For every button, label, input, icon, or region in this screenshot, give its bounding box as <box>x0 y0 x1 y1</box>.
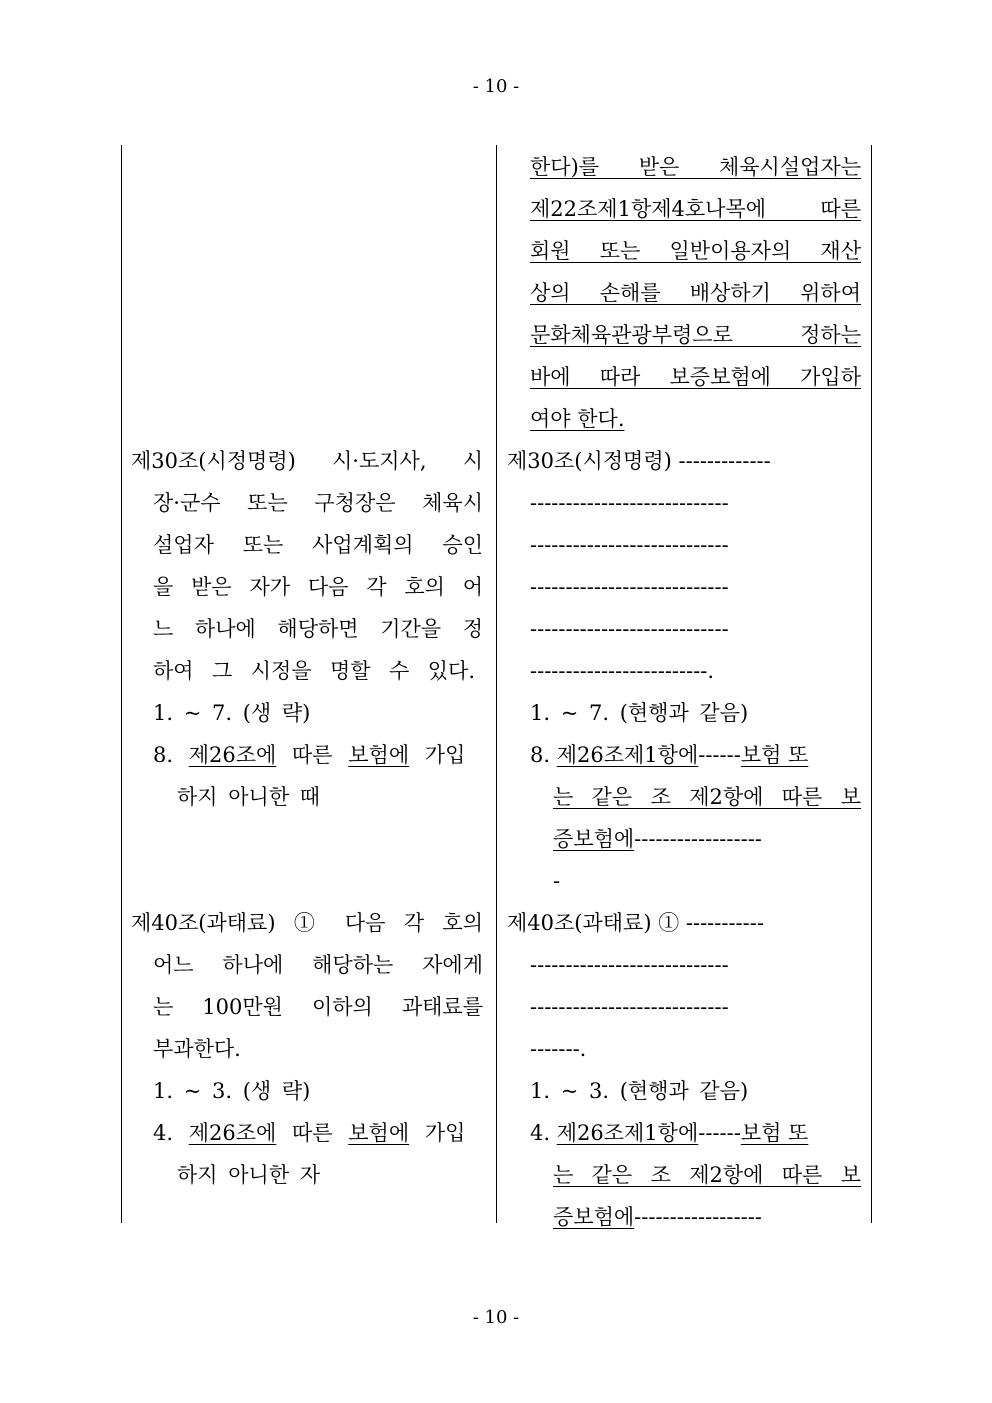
dash-text: ------------------ <box>634 827 762 851</box>
item-text: 가입 <box>409 1121 466 1145</box>
art30-left-item-1-7: 1. ~ 7. (생 략) <box>153 701 311 725</box>
art30-left-line: 느 하나에 해당하면 기간을 정 <box>153 617 483 641</box>
underlined-text: 보험 또 <box>740 1121 809 1145</box>
art40-left-line: 어느 하나에 해당하는 자에게 <box>153 953 483 977</box>
underlined-text: 제26조제1항에 <box>556 743 699 767</box>
art40-right-item-4-cont <box>553 1204 762 1230</box>
art40-right-item-4 <box>530 1120 808 1146</box>
item-text: 따른 <box>276 743 349 767</box>
page-number-bottom: - 10 - <box>472 1307 520 1328</box>
item-number: 4. <box>153 1121 189 1145</box>
art30-left-line: 제30조(시정명령) 시·도지사, 시 <box>131 449 483 473</box>
underlined-text: 증보험에 <box>553 827 635 851</box>
art40-right-dash-line: ---------------------------- <box>530 995 729 1019</box>
right-continuation-line: 한다)를 받은 체육시설업자는 <box>530 155 861 179</box>
art30-right-heading: 제30조(시정명령) ------------- <box>507 449 771 473</box>
right-continuation-line: 여야 한다. <box>530 407 625 431</box>
art40-right-dash-line: ---------------------------- <box>530 953 729 977</box>
table-right-border <box>871 145 872 1223</box>
art40-right-item-4-cont: 는 같은 조 제2항에 따른 보 <box>553 1163 861 1187</box>
item-text: 가입 <box>409 743 466 767</box>
underlined-text: 증보험에 <box>553 1205 635 1229</box>
art30-left-line: 장·군수 또는 구청장은 체육시 <box>153 491 483 515</box>
item-number: 8. <box>530 743 557 767</box>
art30-left-line: 하여 그 시정을 명할 수 있다. <box>153 659 475 683</box>
right-continuation-line: 바에 따라 보증보험에 가입하 <box>530 365 861 389</box>
art30-right-item-8-cont: - <box>553 869 561 893</box>
right-continuation-line: 회원 또는 일반이용자의 재산 <box>530 239 861 263</box>
table-column-divider <box>496 145 497 1223</box>
art40-left-item-4 <box>153 1120 483 1146</box>
dash-text: ------------------ <box>634 1205 762 1229</box>
art40-left-item-4-cont: 하지 아니한 자 <box>177 1163 321 1187</box>
art30-right-dash-line: ---------------------------- <box>530 617 729 641</box>
art30-left-line: 을 받은 자가 다음 각 호의 어 <box>153 575 483 599</box>
art30-right-item-8-cont <box>553 826 762 852</box>
item-number: 8. <box>153 743 189 767</box>
art40-left-line: 는 100만원 이하의 과태료를 <box>153 995 483 1019</box>
art30-right-item-1-7: 1. ~ 7. (현행과 같음) <box>530 701 749 725</box>
underlined-text: 제26조에 <box>188 743 277 767</box>
art30-right-dash-line: ---------------------------- <box>530 491 729 515</box>
art40-right-heading: 제40조(과태료) ① ----------- <box>507 911 764 935</box>
right-continuation-line: 문화체육관광부령으로 정하는 <box>530 323 861 347</box>
dash-text: ------ <box>698 743 741 767</box>
underlined-text: 보험 또 <box>740 743 809 767</box>
underlined-text: 보험에 <box>348 1121 410 1145</box>
right-continuation-line: 제22조제1항제4호나목에 따른 <box>530 197 861 221</box>
page-number-top: - 10 - <box>472 76 520 97</box>
art30-right-dash-line: ---------------------------- <box>530 575 729 599</box>
item-text: 따른 <box>276 1121 349 1145</box>
art40-left-item-1-3: 1. ~ 3. (생 략) <box>153 1079 311 1103</box>
art30-left-item-8 <box>153 742 483 768</box>
dash-text: ------ <box>698 1121 741 1145</box>
item-number: 4. <box>530 1121 557 1145</box>
art30-right-item-8-cont: 는 같은 조 제2항에 따른 보 <box>553 785 861 809</box>
art40-right-item-1-3: 1. ~ 3. (현행과 같음) <box>530 1079 749 1103</box>
art30-right-dash-line: ---------------------------- <box>530 533 729 557</box>
table-left-border <box>121 145 122 1223</box>
underlined-text: 보험에 <box>348 743 410 767</box>
art40-left-line: 제40조(과태료) ① 다음 각 호의 <box>131 911 483 935</box>
art30-left-line: 설업자 또는 사업계획의 승인 <box>153 533 483 557</box>
art30-right-dash-line: -------------------------. <box>530 659 715 683</box>
underlined-text: 제26조에 <box>188 1121 277 1145</box>
right-continuation-line: 상의 손해를 배상하기 위하여 <box>530 281 861 305</box>
underlined-text: 제26조제1항에 <box>556 1121 699 1145</box>
art30-right-item-8 <box>530 742 808 768</box>
art40-right-dash-line: -------. <box>530 1037 587 1061</box>
art30-left-item-8-cont: 하지 아니한 때 <box>177 785 321 809</box>
art40-left-line: 부과한다. <box>153 1037 241 1061</box>
